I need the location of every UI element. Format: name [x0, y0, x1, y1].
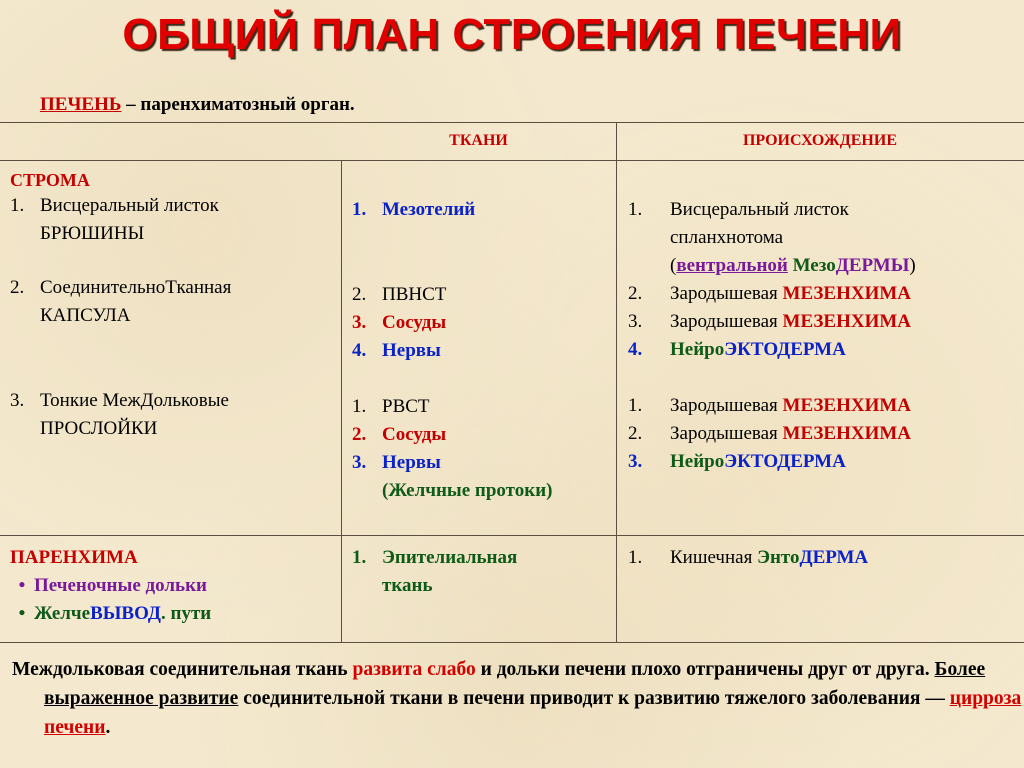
subtitle-term: ПЕЧЕНЬ: [40, 94, 122, 115]
tissue-epithelial: 1. Эпителиальная ткань: [352, 547, 518, 596]
tissue-nerves-2: 3. Нервы: [352, 452, 441, 473]
parenchyma-label: ПАРЕНХИМА: [10, 547, 138, 568]
parenchyma-cell: [10, 544, 335, 628]
tissue-pvnst: 2. ПВНСТ: [352, 284, 447, 305]
conclusion-paragraph: Междольковая соединительная ткань развита слабо и дольки печени плохо отграничены друг от друга. Более выраженное развитие соединительной ткани в печени приводит к развитию тяжелого заболевания — цирроза печени.: [12, 659, 1022, 738]
origin-item-1: 1. Висцеральный листок: [628, 199, 849, 220]
origin-stroma-cell: 1. Висцеральный листок спланхнотома (вентральной МезоДЕРМЫ) 2. Зародышевая МЕЗЕНХИМА 3. Зародышевая МЕЗЕНХИМА 4. НейроЭКТОДЕРМА 1. Зародышевая МЕЗЕНХИМА 2. Зародышевая МЕЗЕНХИМА 3. НейроЭКТОДЕРМА: [628, 196, 1020, 476]
subtitle: [40, 94, 355, 116]
origin-item-3: 3. Зародышевая МЕЗЕНХИМА: [628, 311, 912, 332]
subtitle-rest: – паренхиматозный орган.: [121, 94, 355, 115]
highlight-cirrhosis: цирроза печени: [44, 688, 1022, 738]
stroma-label: СТРОМА: [10, 170, 90, 190]
table-top-border: [0, 122, 1024, 123]
tissue-rvst: 1. РВСТ: [352, 396, 430, 417]
header-origin: ПРОИСХОЖДЕНИЕ: [742, 132, 897, 149]
parenchyma-item-lobules: • Печеночные дольки: [18, 575, 207, 596]
tissue-bile-ducts: (Желчные протоки): [382, 480, 553, 501]
parenchyma-item-bile-paths: • ЖелчеВЫВОД. пути: [18, 603, 212, 624]
header-bottom-border: [0, 160, 1024, 161]
page-title: ОБЩИЙ ПЛАН СТРОЕНИЯ ПЕЧЕНИ: [122, 10, 902, 59]
stroma-cell: [10, 168, 335, 443]
stroma-item-2: 2. СоединительноТканная КАПСУЛА: [10, 277, 232, 326]
highlight-development: Более выраженное развитие: [44, 659, 986, 709]
stroma-bottom-border: [0, 535, 1024, 536]
origin-item-5: 1. Зародышевая МЕЗЕНХИМА: [628, 395, 912, 416]
origin-item-4: 4. НейроЭКТОДЕРМА: [628, 339, 846, 360]
col-divider-1: [341, 160, 342, 642]
tissue-nerves: 4. Нервы: [352, 340, 441, 361]
stroma-item-1: 1. Висцеральный листок БРЮШИНЫ: [10, 195, 219, 244]
origin-item-7: 3. НейроЭКТОДЕРМА: [628, 451, 846, 472]
tissues-stroma-cell: [352, 196, 614, 505]
origin-item-2: 2. Зародышевая МЕЗЕНХИМА: [628, 283, 912, 304]
header-tissues: ТКАНИ: [449, 132, 508, 149]
tissue-mesothelium: 1. Мезотелий: [352, 199, 476, 220]
tissue-vessels-2: 2. Сосуды: [352, 424, 447, 445]
ventral-term: вентральной: [676, 255, 788, 276]
highlight-weak: развита слабо: [352, 659, 476, 680]
table-bottom-border: [0, 642, 1024, 643]
origin-entoderm: 1. Кишечная ЭнтоДЕРМА: [628, 547, 869, 568]
origin-item-6: 2. Зародышевая МЕЗЕНХИМА: [628, 423, 912, 444]
stroma-item-3: 3. Тонкие МежДольковые ПРОСЛОЙКИ: [10, 390, 229, 439]
tissue-vessels: 3. Сосуды: [352, 312, 447, 333]
col-divider-2: [616, 122, 617, 642]
